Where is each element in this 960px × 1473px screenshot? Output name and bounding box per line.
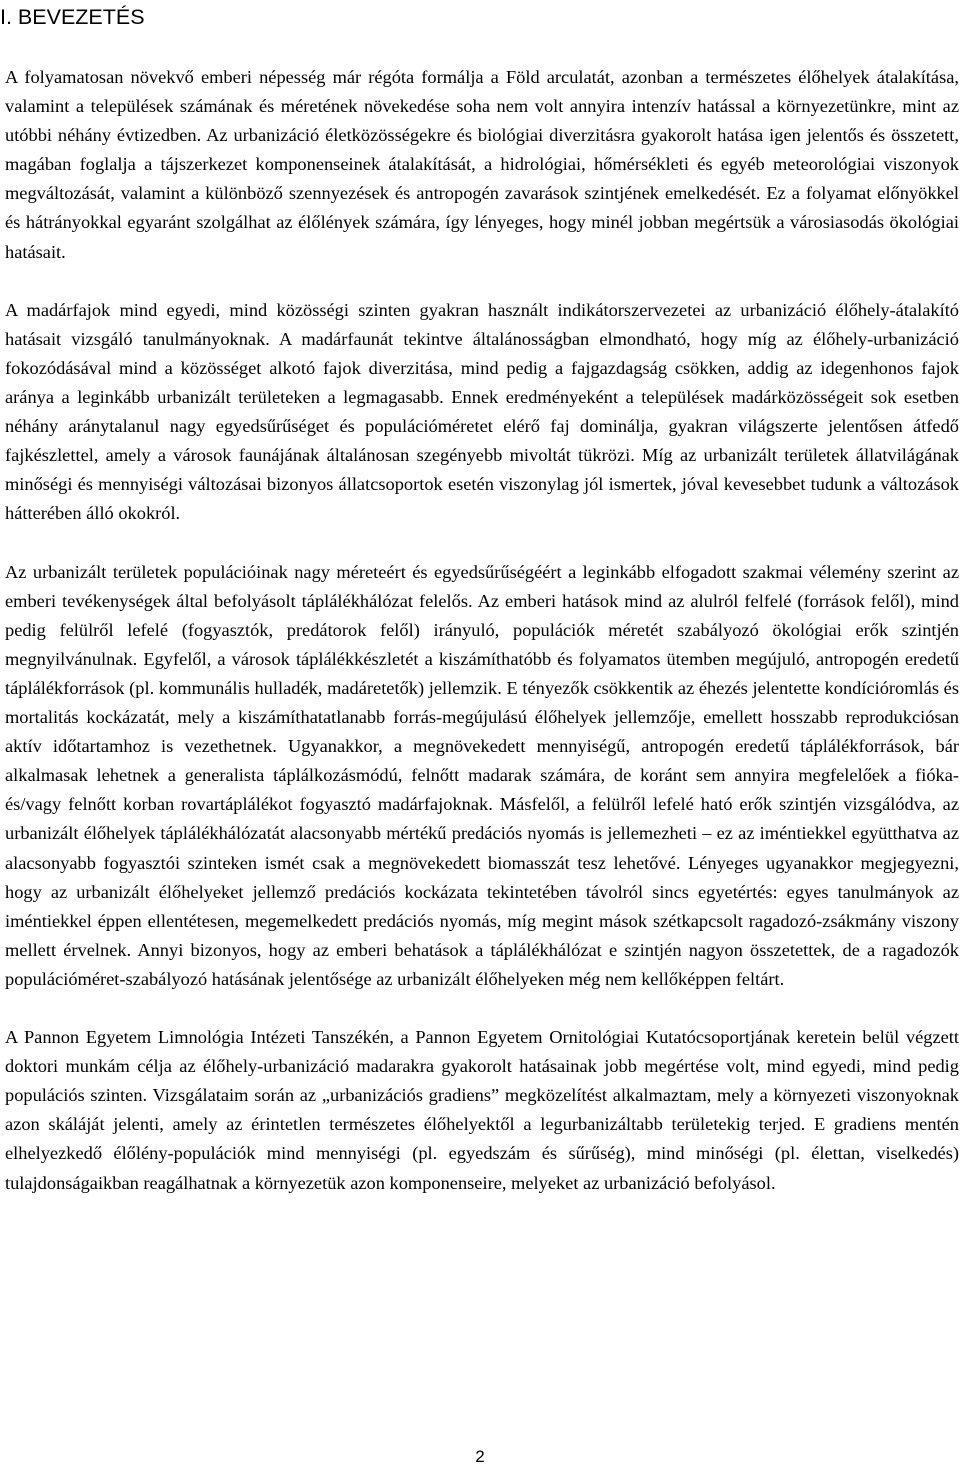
paragraph-4: A Pannon Egyetem Limnológia Intézeti Tanszékén, a Pannon Egyetem Ornitológiai Kutatócsoportjának keretein belül végzett doktori munkám célja az élőhely-urbanizáció madarakra gyakorolt hatásainak jobb megértése volt, mind egyedi, mind pedig populációs szinten. Vizsgálataim során az „urbanizációs gradiens” megközelítést alkalmaztam, mely a környezeti viszonyoknak azon skáláját jelenti, amely az érintetlen természetes élőhelyektől a legurbanizáltabb területekig terjed. E gradiens mentén elhelyezkedő élőlény-populációk mind mennyiségi (pl. egyedszám és sűrűség), mind minőségi (pl. élettan, viselkedés) tulajdonságaikban reagálhatnak a környezetük azon komponenseire, melyeket az urbanizáció befolyásol. xyxy=(5,1027,959,1193)
page-number: 2 xyxy=(475,1447,485,1466)
paragraph-3: Az urbanizált területek populációinak nagy méreteért és egyedsűrűségéért a leginkább elfogadott szakmai vélemény szerint az emberi tevékenységek által befolyásolt táplálékhálózat felelős. Az emberi hatások mind az alulról felfelé (források felől), mind pedig felülről lefelé (fogyasztók, predátorok felől) irányuló, populációk méretét szabályozó ökológiai erők szintjén megnyilvánulnak. Egyfelől, a városok táplálékkészletét a kiszámíthatóbb és folyamatos ütemben megújuló, antropogén eredetű táplálékforrások (pl. kommunális hulladék, madáretetők) jellemzik. E tényezők csökkentik az éhezés jelentette kondícióromlás és mortalitás kockázatát, mely a kiszámíthatatlanabb forrás-megújulású élőhelyek jellemzője, emellett hosszabb reprodukciósan aktív időtartamhoz is vezethetnek. Ugyanakkor, a megnövekedett mennyiségű, antropogén eredetű táplálékforrások, bár alkalmasak lehetnek a generalista táplálkozásmódú, felnőtt madarak számára, de koránt sem annyira megfelelőek a fióka- és/vagy felnőtt korban rovartáplálékot fogyasztó madárfajoknak. Másfelől, a felülről lefelé ható erők szintjén vizsgálódva, az urbanizált élőhelyek táplálékhálózatát alacsonyabb mértékű predációs nyomás is jellemezheti – ez az iméntiekkel együtthatva az alacsonyabb fogyasztói szinteken ismét csak a megnövekedett biomasszát tesz lehetővé. Lényeges ugyanakkor megjegyezni, hogy az urbanizált élőhelyeket jellemző predációs kockázata tekintetében távolról sincs egyetértés: egyes tanulmányok az iméntiekkel éppen ellentétesen, megemelkedett predációs nyomás, míg megint mások szétkapcsolt ragadozó-zsákmány viszony mellett érvelnek. Annyi bizonyos, hogy az emberi behatások a táplálékhálózat e szintjén nagyon összetettek, de a ragadozók populációméret-szabályozó hatásának jelentősége az urbanizált élőhelyeken még nem kellőképpen feltárt. xyxy=(5,561,959,989)
paragraph-2: A madárfajok mind egyedi, mind közösségi szinten gyakran használt indikátorszervezetei az urbanizáció élőhely-átalakító hatásait vizsgáló tanulmányoknak. A madárfaunát tekintve általánosságban elmondható, hogy míg az élőhely-urbanizáció fokozódásával mind a közösséget alkotó fajok diverzitása, mind pedig a fajgazdagság csökken, addig az idegenhonos fajok aránya a leginkább urbanizált területeken a legmagasabb. Ennek eredményeként a települések madárközösségeit sok esetben néhány aránytalanul nagy egyedsűrűséget és populációméretet elérő faj dominálja, gyakran világszerte jelentősen átfedő fajkészlettel, amely a városok faunájának általánosan szegényebb mivoltát tükrözi. Míg az urbanizált területek állatvilágának minőségi és mennyiségi változásai bizonyos állatcsoportok esetén viszonylag jól ismertek, jóval kevesebbet tudunk a változások hátterében álló okokról. xyxy=(5,299,959,524)
section-heading: I. BEVEZETÉS xyxy=(0,5,145,29)
paragraph-1: A folyamatosan növekvő emberi népesség már régóta formálja a Föld arculatát, azonban a természetes élőhelyek átalakítása, valamint a települések számának és méretének növekedése soha nem volt annyira intenzív hatással a környezetünkre, mint az utóbbi néhány évtizedben. Az urbanizáció életközösségekre és biológiai diverzitásra gyakorolt hatása igen jelentős és összetett, magában foglalja a tájszerkezet komponenseinek átalakítását, a hidrológiai, hőmérsékleti és egyéb meteorológiai viszonyok megváltozását, valamint a különböző szennyezések és antropogén zavarások szintjének emelkedését. Ez a folyamat előnyökkel és hátrányokkal egyaránt szolgálhat az élőlények számára, így lényeges, hogy minél jobban megértsük a városiasodás ökológiai hatásait. xyxy=(5,67,959,262)
body-text xyxy=(5,63,959,1198)
